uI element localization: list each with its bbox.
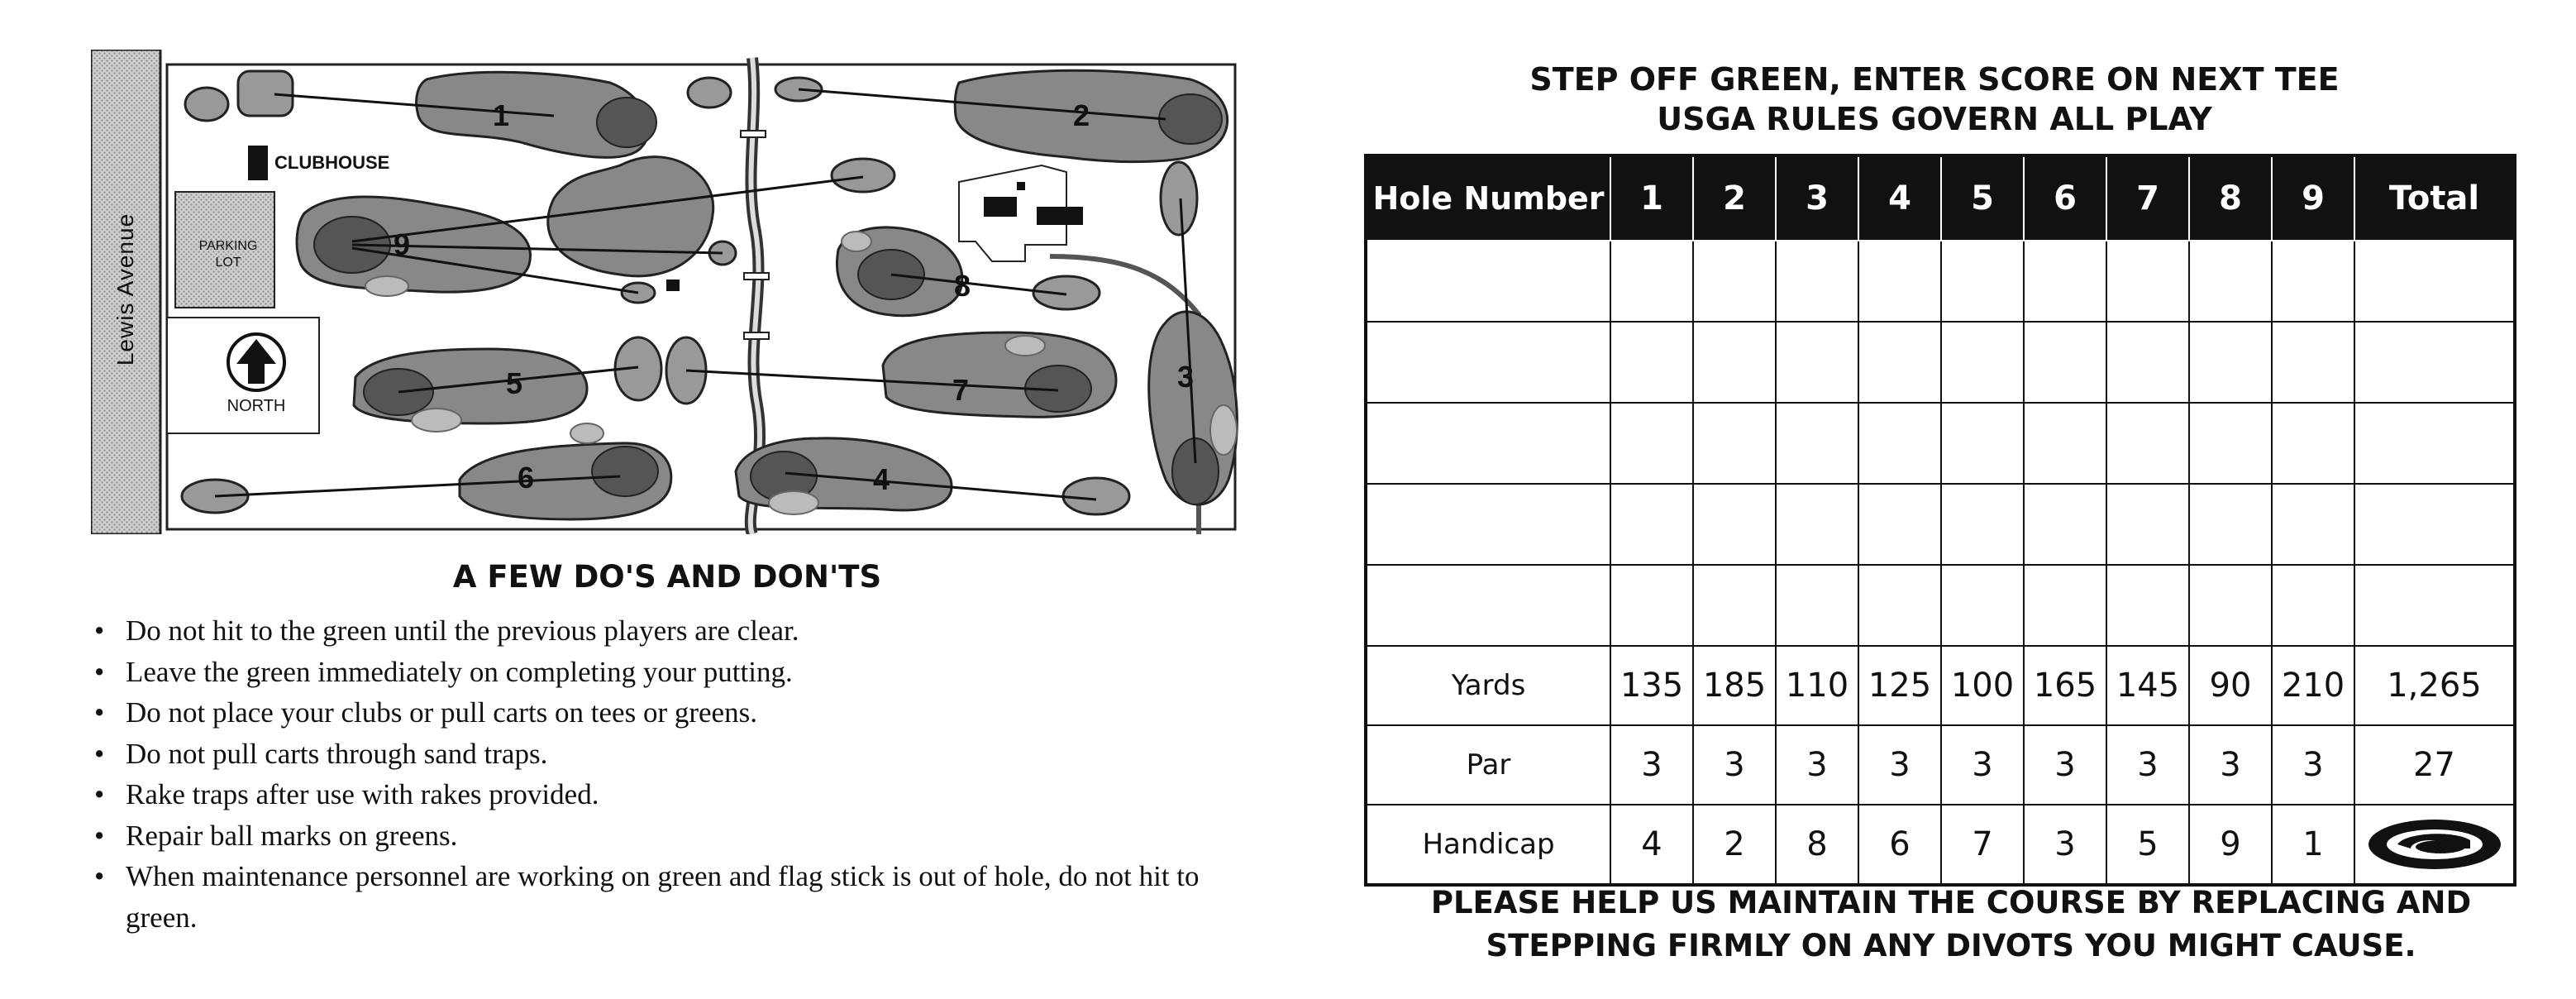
player-score-row bbox=[1366, 322, 2515, 403]
scorecard-footer-line-1: PLEASE HELP US MAINTAIN THE COURSE BY REPLACING AND bbox=[1430, 885, 2472, 920]
score-cell[interactable] bbox=[1941, 322, 2024, 403]
handicap-cell: 1 bbox=[2272, 805, 2354, 885]
par-cell: 3 bbox=[1693, 725, 1776, 805]
score-cell[interactable] bbox=[1858, 403, 1941, 484]
score-cell[interactable] bbox=[1776, 565, 1858, 646]
score-cell[interactable] bbox=[2024, 322, 2106, 403]
hole-label-3: 3 bbox=[1176, 360, 1195, 394]
score-cell[interactable] bbox=[1941, 484, 2024, 565]
course-map-drawing bbox=[91, 50, 1243, 534]
score-cell[interactable] bbox=[2106, 322, 2189, 403]
score-cell[interactable] bbox=[1941, 565, 2024, 646]
hole-column-header: 9 bbox=[2272, 155, 2354, 241]
score-cell[interactable] bbox=[2272, 322, 2354, 403]
total-score-cell[interactable] bbox=[2354, 241, 2515, 322]
score-cell[interactable] bbox=[2106, 241, 2189, 322]
parking-label-line-1: PARKING bbox=[198, 239, 258, 253]
score-cell[interactable] bbox=[1776, 484, 1858, 565]
yards-total: 1,265 bbox=[2354, 646, 2515, 725]
score-cell[interactable] bbox=[2189, 241, 2272, 322]
hole-column-header: 4 bbox=[1858, 155, 1941, 241]
score-cell[interactable] bbox=[1941, 403, 2024, 484]
score-cell[interactable] bbox=[1610, 484, 1693, 565]
par-cell: 3 bbox=[2024, 725, 2106, 805]
par-cell: 3 bbox=[1776, 725, 1858, 805]
score-cell[interactable] bbox=[2272, 241, 2354, 322]
handicap-row bbox=[1366, 805, 2515, 885]
player-name-cell[interactable] bbox=[1366, 241, 1610, 322]
par-label: Par bbox=[1366, 725, 1610, 805]
yards-cell: 145 bbox=[2106, 646, 2189, 725]
score-cell[interactable] bbox=[2189, 322, 2272, 403]
street-label-container bbox=[91, 50, 160, 534]
hole-label-7: 7 bbox=[952, 373, 970, 407]
hole-label-2: 2 bbox=[1072, 98, 1090, 132]
score-cell[interactable] bbox=[2272, 484, 2354, 565]
par-cell: 3 bbox=[2106, 725, 2189, 805]
scorecard-footer-line-2: STEPPING FIRMLY ON ANY DIVOTS YOU MIGHT CAUSE. bbox=[1486, 928, 2416, 963]
score-cell[interactable] bbox=[1693, 403, 1776, 484]
par-cell: 3 bbox=[1610, 725, 1693, 805]
yards-row bbox=[1366, 646, 2515, 725]
score-cell[interactable] bbox=[1610, 565, 1693, 646]
score-cell[interactable] bbox=[2272, 403, 2354, 484]
score-cell[interactable] bbox=[1693, 565, 1776, 646]
rule-item: • Do not place your clubs or pull carts on tees or greens. bbox=[91, 692, 1265, 734]
rule-item: • When maintenance personnel are working on green and flag stick is out of hole, do not hit to green. bbox=[91, 856, 1265, 938]
parking-lot-label bbox=[184, 238, 273, 271]
score-cell[interactable] bbox=[1776, 322, 1858, 403]
handicap-cell: 9 bbox=[2189, 805, 2272, 885]
yards-cell: 125 bbox=[1858, 646, 1941, 725]
hole-column-header: 2 bbox=[1693, 155, 1776, 241]
score-cell[interactable] bbox=[1776, 241, 1858, 322]
dos-and-donts-list bbox=[91, 610, 1265, 938]
score-cell[interactable] bbox=[2106, 403, 2189, 484]
score-cell[interactable] bbox=[1858, 565, 1941, 646]
rule-item: • Leave the green immediately on completing your putting. bbox=[91, 652, 1265, 693]
yards-cell: 165 bbox=[2024, 646, 2106, 725]
scorecard-header-line-2: USGA RULES GOVERN ALL PLAY bbox=[1657, 101, 2212, 137]
handicap-cell: 5 bbox=[2106, 805, 2189, 885]
yards-cell: 210 bbox=[2272, 646, 2354, 725]
hole-column-header: 1 bbox=[1610, 155, 1693, 241]
total-column-header: Total bbox=[2354, 155, 2515, 241]
score-cell[interactable] bbox=[1941, 241, 2024, 322]
total-score-cell[interactable] bbox=[2354, 403, 2515, 484]
yards-cell: 135 bbox=[1610, 646, 1693, 725]
score-cell[interactable] bbox=[1776, 403, 1858, 484]
score-cell[interactable] bbox=[2189, 484, 2272, 565]
par-cell: 3 bbox=[1941, 725, 2024, 805]
north-label: NORTH bbox=[227, 397, 286, 415]
parking-label-line-2: LOT bbox=[215, 256, 241, 270]
total-score-cell[interactable] bbox=[2354, 484, 2515, 565]
scorecard-header-line-1: STEP OFF GREEN, ENTER SCORE ON NEXT TEE bbox=[1529, 61, 2340, 98]
player-name-cell[interactable] bbox=[1366, 403, 1610, 484]
score-cell[interactable] bbox=[1610, 241, 1693, 322]
hole-label-4: 4 bbox=[872, 462, 890, 496]
score-cell[interactable] bbox=[2272, 565, 2354, 646]
player-score-row bbox=[1366, 565, 2515, 646]
handicap-label: Handicap bbox=[1366, 805, 1610, 885]
hole-number-label: Hole Number bbox=[1366, 155, 1610, 241]
hole-number-row bbox=[1366, 155, 2515, 241]
hole-label-9: 9 bbox=[393, 227, 411, 261]
yards-cell: 100 bbox=[1941, 646, 2024, 725]
hole-column-header: 8 bbox=[2189, 155, 2272, 241]
player-name-cell[interactable] bbox=[1366, 565, 1610, 646]
hole-label-5: 5 bbox=[505, 366, 523, 400]
player-score-row bbox=[1366, 403, 2515, 484]
player-score-row bbox=[1366, 484, 2515, 565]
clubhouse-building bbox=[248, 146, 268, 180]
score-cell[interactable] bbox=[1610, 403, 1693, 484]
rule-item: • Do not pull carts through sand traps. bbox=[91, 734, 1265, 775]
handicap-cell: 6 bbox=[1858, 805, 1941, 885]
yards-cell: 90 bbox=[2189, 646, 2272, 725]
par-row bbox=[1366, 725, 2515, 805]
par-cell: 3 bbox=[2272, 725, 2354, 805]
yards-label: Yards bbox=[1366, 646, 1610, 725]
handicap-cell: 2 bbox=[1693, 805, 1776, 885]
clubhouse-label: CLUBHOUSE bbox=[274, 152, 390, 173]
hole-column-header: 5 bbox=[1941, 155, 2024, 241]
score-cell[interactable] bbox=[1693, 484, 1776, 565]
hole-column-header: 7 bbox=[2106, 155, 2189, 241]
player-name-cell[interactable] bbox=[1366, 322, 1610, 403]
north-arrow-icon bbox=[228, 334, 284, 390]
score-cell[interactable] bbox=[2106, 565, 2189, 646]
score-cell[interactable] bbox=[1610, 322, 1693, 403]
rule-item: • Rake traps after use with rakes provided. bbox=[91, 774, 1265, 815]
score-cell[interactable] bbox=[2189, 565, 2272, 646]
hole-label-8: 8 bbox=[953, 269, 971, 303]
hole-column-header: 3 bbox=[1776, 155, 1858, 241]
par-cell: 3 bbox=[2189, 725, 2272, 805]
score-cell[interactable] bbox=[1858, 241, 1941, 322]
dos-and-donts-title: A FEW DO'S AND DON'TS bbox=[452, 559, 882, 595]
score-cell[interactable] bbox=[2024, 241, 2106, 322]
player-name-cell[interactable] bbox=[1366, 484, 1610, 565]
par-total: 27 bbox=[2354, 725, 2515, 805]
handicap-cell: 3 bbox=[2024, 805, 2106, 885]
rule-item: • Do not hit to the green until the previous players are clear. bbox=[91, 610, 1265, 652]
total-score-cell[interactable] bbox=[2354, 322, 2515, 403]
handicap-cell: 4 bbox=[1610, 805, 1693, 885]
par-cell: 3 bbox=[1858, 725, 1941, 805]
score-cell[interactable] bbox=[2189, 403, 2272, 484]
score-cell[interactable] bbox=[2024, 565, 2106, 646]
handicap-cell: 7 bbox=[1941, 805, 2024, 885]
score-cell[interactable] bbox=[2106, 484, 2189, 565]
hole-label-6: 6 bbox=[517, 461, 535, 495]
course-map bbox=[91, 50, 1243, 534]
score-cell[interactable] bbox=[1693, 241, 1776, 322]
score-cell[interactable] bbox=[1858, 484, 1941, 565]
hole-label-1: 1 bbox=[492, 98, 510, 132]
street-label: Lewis Avenue bbox=[112, 213, 138, 366]
player-score-row bbox=[1366, 241, 2515, 322]
score-cell[interactable] bbox=[2024, 403, 2106, 484]
score-cell[interactable] bbox=[1858, 322, 1941, 403]
yards-cell: 185 bbox=[1693, 646, 1776, 725]
hole-column-header: 6 bbox=[2024, 155, 2106, 241]
score-cell[interactable] bbox=[1693, 322, 1776, 403]
total-score-cell[interactable] bbox=[2354, 565, 2515, 646]
score-cell[interactable] bbox=[2024, 484, 2106, 565]
rule-item: • Repair ball marks on greens. bbox=[91, 815, 1265, 857]
golf-course-logo-icon bbox=[2354, 805, 2515, 885]
yards-cell: 110 bbox=[1776, 646, 1858, 725]
handicap-cell: 8 bbox=[1776, 805, 1858, 885]
scorecard-table bbox=[1364, 154, 2516, 887]
